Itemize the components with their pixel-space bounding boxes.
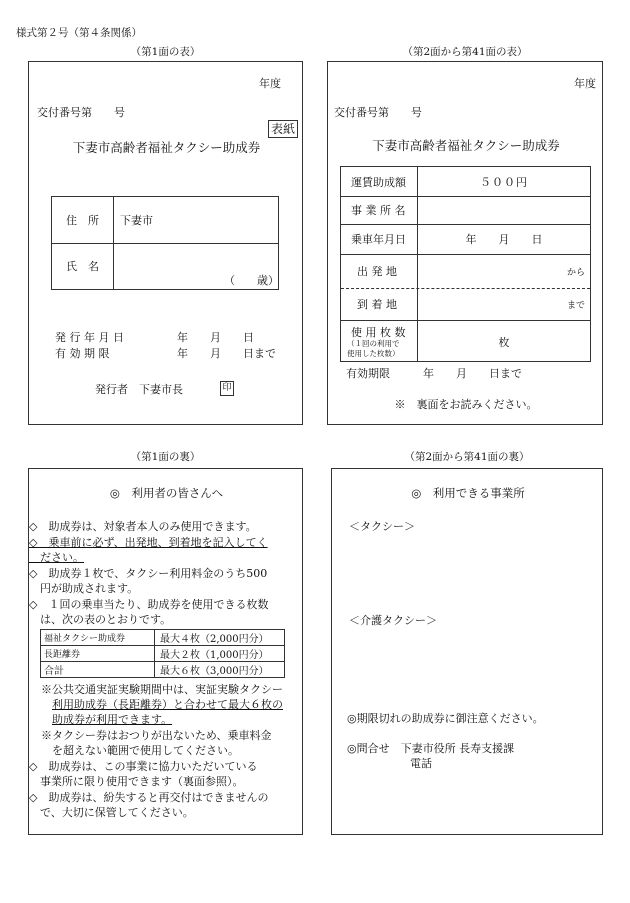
phone-label: 電話: [410, 757, 432, 770]
back2-heading: ◎ 利用できる事業所: [411, 486, 525, 500]
table-cell: 最大４枚（2,000円分）: [155, 630, 285, 646]
age-field: （ 歳）: [224, 274, 279, 287]
departure-suffix: から: [567, 268, 586, 278]
back1-heading: ◎ 利用者の皆さんへ: [109, 486, 224, 500]
issuer: 発行者 下妻市長: [95, 383, 183, 396]
front2-caption: （第2面から第41面の表）: [402, 46, 528, 58]
holder-table: [51, 196, 279, 290]
valid-value: 年 月 日まで: [177, 347, 276, 360]
taxi-heading: ＜タクシー＞: [349, 520, 415, 533]
front1-issue-no: 交付番号第 号: [37, 106, 125, 119]
issue-date-label: 発 行 年 月 日: [55, 331, 124, 344]
count-label: 使 用 枚 数: [351, 326, 406, 339]
departure-label: 出 発 地: [357, 265, 397, 278]
back1-note-4: ※タクシー券はおつりが出ないため、乗車料金: [41, 729, 272, 742]
arrival-suffix: まで: [567, 301, 586, 311]
expiry-note: ◎期限切れの助成券に御注意ください。: [347, 712, 544, 725]
back2-card: [331, 468, 603, 835]
front1-card: [28, 61, 303, 425]
back1-note-3: 助成券が利用できます。: [52, 713, 173, 726]
table-row: [41, 630, 285, 646]
back1-line-5: 円が助成されます。: [29, 582, 139, 595]
form-header: 様式第２号（第４条関係）: [16, 27, 142, 39]
front1-caption: （第1面の表）: [130, 46, 201, 58]
contact-label: ◎問合せ 下妻市役所 長寿支援課: [347, 742, 515, 755]
table-cell: 長距離券: [41, 646, 155, 662]
back1-line-2: ◇ 乗車前に必ず、出発地、到着地を記入してく: [29, 536, 268, 549]
limit-table: [40, 629, 285, 678]
front2-year: 年度: [574, 77, 596, 90]
front1-title: 下妻市高齢者福祉タクシー助成券: [72, 140, 261, 155]
front2-card: [327, 61, 603, 425]
fare-label: 運賃助成額: [351, 176, 406, 189]
table-row: [41, 662, 285, 678]
back1-line-1: ◇ 助成券は、対象者本人のみ使用できます。: [29, 520, 257, 533]
fare-value: ５００円: [480, 176, 528, 189]
cover-stamp: 表紙: [268, 120, 298, 138]
valid-label: 有 効 期 限: [55, 347, 110, 360]
back1-line2-1: ◇ 助成券は、この事業に協力いただいている: [29, 760, 258, 773]
company-label: 事 業 所 名: [351, 204, 406, 217]
back1-card: [28, 468, 303, 835]
front2-issue-no: 交付番号第 号: [334, 106, 422, 119]
ride-date-value: 年 月 日: [465, 233, 543, 246]
back1-note-2: 利用助成券（長距離券）と合わせて最大６枚の: [52, 698, 283, 711]
back1-line-6: ◇ １回の乗車当たり、助成券を使用できる枚数: [29, 598, 269, 611]
back1-note-1: ※公共交通実証実験期間中は、実証実験タクシー: [41, 683, 283, 696]
table-cell: 合計: [41, 662, 155, 678]
name-label: 氏 名: [66, 260, 99, 273]
count-value: 枚: [498, 336, 510, 349]
table-cell: 最大２枚（1,000円分）: [155, 646, 285, 662]
care-taxi-heading: ＜介護タクシー＞: [349, 614, 437, 627]
issue-date-value: 年 月 日: [177, 331, 254, 344]
back1-line-4: ◇ 助成券１枚で、タクシー利用料金のうち500: [29, 567, 268, 580]
back2-caption: （第2面から第41面の裏）: [404, 451, 530, 463]
front2-valid: 有効期限 年 月 日まで: [346, 367, 522, 380]
arrival-label: 到 着 地: [357, 298, 397, 311]
ticket-table: [340, 166, 591, 362]
back1-line2-2: 事業所に限り使用できます（裏面参照）。: [29, 775, 244, 788]
back1-line-3: ださい。: [29, 551, 84, 564]
front2-title: 下妻市高齢者福祉タクシー助成券: [372, 138, 560, 153]
table-cell: 福祉タクシー助成券: [41, 630, 155, 646]
back1-caption: （第1面の裏）: [130, 451, 201, 463]
back1-line2-4: で、大切に保管してください。: [29, 806, 194, 819]
table-cell: 最大６枚（3,000円分）: [155, 662, 285, 678]
address-label: 住 所: [66, 214, 99, 227]
seal-stamp: 印: [220, 381, 234, 396]
count-note2: 使用した枚数）: [347, 349, 400, 358]
table-row: [41, 646, 285, 662]
back1-line-7: は、次の表のとおりです。: [29, 613, 172, 626]
address-value: 下妻市: [120, 214, 153, 227]
front1-year: 年度: [259, 77, 281, 90]
front2-note: ※ 裏面をお読みください。: [394, 398, 538, 411]
back1-note-5: を超えない範囲で使用してください。: [52, 744, 239, 757]
back1-line2-3: ◇ 助成券は、紛失すると再交付はできませんの: [29, 791, 269, 804]
count-note1: （１回の利用で: [347, 339, 400, 348]
ride-date-label: 乗車年月日: [351, 233, 406, 246]
